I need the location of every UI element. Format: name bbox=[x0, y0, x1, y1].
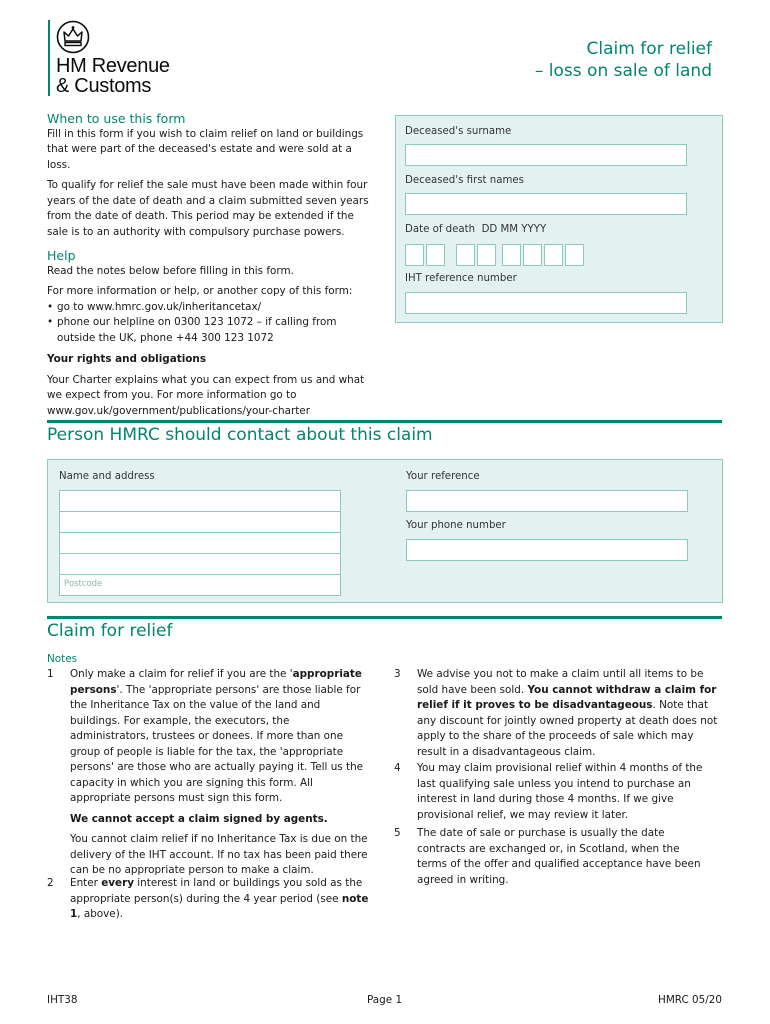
contact-section-rule bbox=[47, 420, 722, 423]
note-3-bold-warning: You cannot withdraw a claim for relief if it proves to be disadvantageous bbox=[417, 683, 717, 711]
note-2-bold-ref: note 1 bbox=[70, 892, 369, 920]
logo-line-1: HM Revenue bbox=[56, 55, 170, 77]
phone-number-input[interactable] bbox=[406, 539, 688, 561]
note-1-agents-warning: We cannot accept a claim signed by agents. bbox=[70, 812, 328, 825]
dod-year-3[interactable] bbox=[544, 244, 563, 266]
surname-label: Deceased's surname bbox=[405, 126, 512, 137]
note-2-text-a: Enter bbox=[70, 877, 102, 889]
note-1-bold-term: appropriate persons bbox=[70, 668, 362, 696]
help-bullet-list bbox=[47, 300, 373, 347]
hmrc-logo-text bbox=[56, 56, 170, 96]
name-address-label: Name and address bbox=[59, 471, 155, 482]
your-reference-label: Your reference bbox=[406, 471, 480, 482]
rights-paragraph: Your Charter explains what you can expect from us and what we expect from you. For more information go to www.gov.uk/government/publications/your-charter bbox=[47, 373, 365, 417]
contact-heading: Person HMRC should contact about this claim bbox=[47, 425, 433, 445]
note-2-bold-every: every bbox=[101, 877, 134, 889]
help-paragraph-2: For more information or help, or another copy of this form: bbox=[47, 285, 353, 297]
when-paragraph-1: Fill in this form if you wish to claim relief on land or buildings that were part of the deceased's estate and were sold at a loss. bbox=[47, 127, 364, 171]
address-line-1[interactable] bbox=[59, 490, 341, 512]
surname-input[interactable] bbox=[405, 144, 687, 166]
logo-line-2: & Customs bbox=[56, 75, 152, 97]
logo-divider bbox=[48, 20, 50, 96]
rights-heading: Your rights and obligations bbox=[47, 353, 206, 365]
claim-section-rule bbox=[47, 616, 722, 619]
help-paragraph-1: Read the notes below before filling in this form. bbox=[47, 264, 294, 277]
note-1-text-a: Only make a claim for relief if you are the ' bbox=[70, 668, 293, 680]
postcode-input[interactable] bbox=[59, 574, 341, 596]
help-heading: Help bbox=[47, 248, 76, 263]
note-3-paragraph bbox=[417, 667, 719, 760]
note-5-text: The date of sale or purchase is usually the date contracts are exchanged or, in Scotland, when the terms of the offer and qualified acceptance have been agreed in writing. bbox=[417, 827, 701, 886]
when-heading: When to use this form bbox=[47, 111, 186, 126]
dod-day-2[interactable] bbox=[426, 244, 445, 266]
iht-reference-input[interactable] bbox=[405, 292, 687, 314]
address-line-4[interactable] bbox=[59, 553, 341, 575]
note-4-text: You may claim provisional relief within 4 months of the last qualifying sale unless you intend to purchase an interest in land during those 4 months. If we give provisional relief, we may review it later. bbox=[417, 762, 703, 821]
royal-crest-icon bbox=[56, 20, 90, 54]
dod-month-1[interactable] bbox=[456, 244, 475, 266]
help-bullet-web: • go to www.hmrc.gov.uk/inheritancetax/ bbox=[47, 300, 373, 316]
form-version: HMRC 05/20 bbox=[658, 994, 722, 1006]
intro-column bbox=[47, 111, 373, 419]
first-names-input[interactable] bbox=[405, 193, 687, 215]
note-number: 2 bbox=[47, 877, 54, 889]
note-2-paragraph bbox=[70, 876, 370, 923]
dod-year-4[interactable] bbox=[565, 244, 584, 266]
note-3-text-a: We advise you not to make a claim until all items to be sold have been sold. bbox=[417, 668, 704, 696]
notes-label: Notes bbox=[47, 653, 78, 665]
claim-heading: Claim for relief bbox=[47, 621, 173, 641]
address-line-3[interactable] bbox=[59, 532, 341, 554]
note-number: 5 bbox=[394, 827, 401, 839]
note-2-text-e: , above). bbox=[77, 908, 124, 920]
note-2-text-c: interest in land or buildings you sold as the appropriate person(s) during the 4 year period (see bbox=[70, 877, 363, 905]
date-of-death-label bbox=[405, 222, 546, 238]
iht-reference-label: IHT reference number bbox=[405, 273, 517, 284]
when-paragraph-2: To qualify for relief the sale must have been made within four years of the date of death and a claim submitted seven years from the date of death. This period may be extended if the sale is to an authority with compulsory purchase powers. bbox=[47, 179, 369, 238]
your-reference-input[interactable] bbox=[406, 490, 688, 512]
note-number: 1 bbox=[47, 668, 54, 680]
note-number: 4 bbox=[394, 762, 401, 774]
form-title bbox=[535, 38, 712, 82]
dod-year-2[interactable] bbox=[523, 244, 542, 266]
note-1-paragraph-3: You cannot claim relief if no Inheritance Tax is due on the delivery of the IHT account. If no tax has been paid there can be no appropriate person to make a claim. bbox=[70, 833, 368, 876]
page-number: Page 1 bbox=[367, 994, 403, 1006]
form-code: IHT38 bbox=[47, 994, 78, 1006]
date-of-death-text: Date of death bbox=[405, 224, 476, 235]
dod-year-1[interactable] bbox=[502, 244, 521, 266]
postcode-placeholder: Postcode bbox=[64, 579, 103, 589]
title-line-1: Claim for relief bbox=[586, 39, 712, 59]
phone-number-label: Your phone number bbox=[406, 520, 506, 531]
address-line-2[interactable] bbox=[59, 511, 341, 533]
first-names-label: Deceased's first names bbox=[405, 175, 524, 186]
dod-day-1[interactable] bbox=[405, 244, 424, 266]
note-3-text-c: . Note that any discount for jointly owned property at death does not apply to the share of the proceeds of sale which may result in a disadvantageous claim. bbox=[417, 699, 718, 758]
title-line-2: – loss on sale of land bbox=[534, 61, 712, 81]
note-1-paragraph bbox=[70, 667, 370, 807]
help-bullet-phone: • phone our helpline on 0300 123 1072 – if calling from outside the UK, phone +44 300 123 1072 bbox=[47, 315, 373, 346]
note-1-text-c: '. The 'appropriate persons' are those liable for the Inheritance Tax on the value of the land and buildings. For example, the executors, the administrators, trustees or donees. If more than one group of people is liable for the tax, the 'appropriate persons' are those who are actually paying it. Tell us the capacity in which you are signing this form. All appropriate persons must sign this form. bbox=[70, 683, 364, 804]
note-number: 3 bbox=[394, 668, 401, 680]
date-format-hint: DD MM YYYY bbox=[481, 224, 547, 235]
dod-month-2[interactable] bbox=[477, 244, 496, 266]
